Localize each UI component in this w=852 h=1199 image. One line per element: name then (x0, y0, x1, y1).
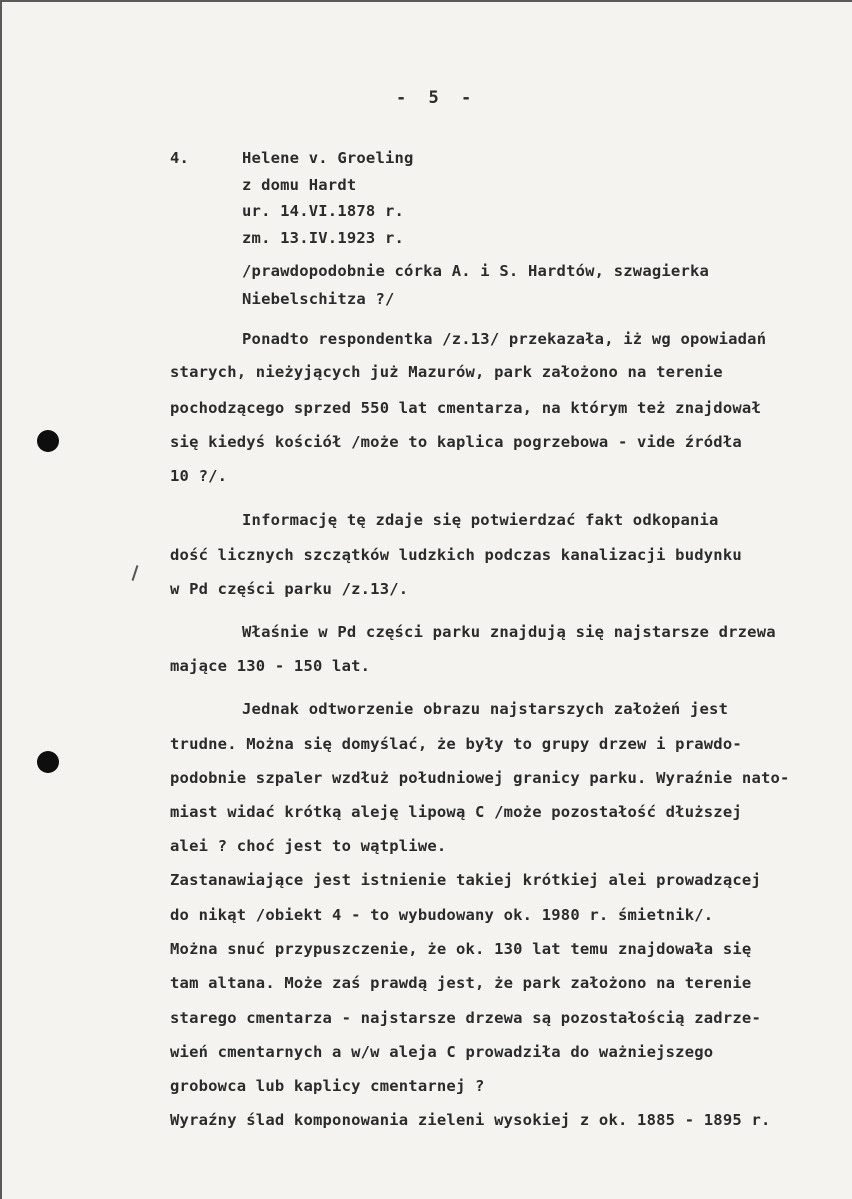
body-line: Wyraźny ślad komponowania zieleni wysokiej z ok. 1885 - 1895 r. (170, 1111, 771, 1129)
body-line: 10 ?/. (170, 467, 228, 485)
body-line: Jednak odtworzenie obrazu najstarszych założeń jest (242, 700, 729, 718)
punch-hole (37, 751, 59, 773)
body-line: dość licznych szczątków ludzkich podczas kanalizacji budynku (170, 546, 742, 564)
body-line: starego cmentarza - najstarsze drzewa są pozostałością zadrze- (170, 1009, 761, 1027)
body-line: pochodzącego sprzed 550 lat cmentarza, na którym też znajdował (170, 399, 761, 417)
entry-name-line: ur. 14.VI.1878 r. (242, 202, 405, 220)
entry-name-line: z domu Hardt (242, 176, 357, 194)
body-line: mające 130 - 150 lat. (170, 657, 371, 675)
body-line: Można snuć przypuszczenie, że ok. 130 lat temu znajdowała się (170, 940, 752, 958)
entry-name-line: Helene v. Groeling (242, 149, 414, 167)
body-line: starych, nieżyjących już Mazurów, park założono na terenie (170, 363, 723, 381)
body-line: miast widać krótką aleję lipową C /może pozostałość dłuższej (170, 803, 742, 821)
body-line: podobnie szpaler wzdłuż południowej granicy parku. Wyraźnie nato- (170, 769, 790, 787)
body-line: grobowca lub kaplicy cmentarnej ? (170, 1077, 485, 1095)
entry-number: 4. (170, 149, 190, 167)
body-line: Niebelschitza ?/ (242, 290, 395, 308)
body-line: trudne. Można się domyślać, że były to grupy drzew i prawdo- (170, 735, 742, 753)
body-line: do nikąt /obiekt 4 - to wybudowany ok. 1980 r. śmietnik/. (170, 906, 714, 924)
punch-hole (37, 430, 59, 452)
body-line: wień cmentarnych a w/w aleja C prowadziła do ważniejszego (170, 1043, 714, 1061)
page-number: - 5 - (396, 88, 478, 108)
body-line: Zastanawiające jest istnienie takiej krótkiej alei prowadzącej (170, 871, 761, 889)
body-line: Właśnie w Pd części parku znajdują się najstarsze drzewa (242, 623, 776, 641)
pencil-mark (132, 565, 139, 581)
body-line: /prawdopodobnie córka A. i S. Hardtów, szwagierka (242, 262, 710, 280)
body-line: tam altana. Może zaś prawdą jest, że park założono na terenie (170, 974, 752, 992)
body-line: alei ? choć jest to wątpliwe. (170, 837, 447, 855)
body-line: się kiedyś kościół /może to kaplica pogrzebowa - vide źródła (170, 433, 742, 451)
entry-name-line: zm. 13.IV.1923 r. (242, 229, 405, 247)
body-line: Informację tę zdaje się potwierdzać fakt odkopania (242, 511, 719, 529)
body-line: Ponadto respondentka /z.13/ przekazała, iż wg opowiadań (242, 330, 767, 348)
body-line: w Pd części parku /z.13/. (170, 580, 409, 598)
